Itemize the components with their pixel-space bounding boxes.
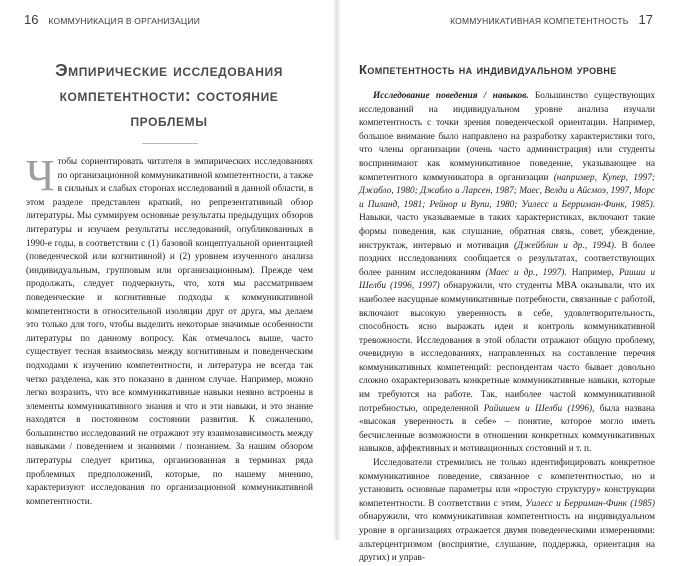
paragraph-structure-research: [359, 457, 655, 566]
title-divider: [142, 143, 198, 144]
right-page: [337, 0, 673, 564]
citation-3: (Маес и др., 1997): [485, 267, 565, 278]
chapter-title: Эмпирические исследования компетентности: состояние проблемы: [55, 60, 283, 130]
p1-text-5: обнаружили, что студенты MBA оказывали, что их наиболее насущные коммуникативные потребности, связанные с работой, включают высокую уверенность в себе, удовлетворительность, способность ясно выражать идеи и контроль коммуникативной тревожности. Исследования в этой области отражают общую проблему, очевидную в исследованиях, направленных на составление перечня коммуникативных компетенций: респондентам часто бывает довольно сложно охарактеризовать конкретные коммуникативные навыки, которые им требуются на работе. Так, наиболее частой коммуникативной потребностью, определенной: [359, 281, 655, 414]
section-text: [359, 90, 655, 566]
citation-2: (Джейблин и др., 1994): [514, 240, 614, 251]
p2-text-1: Исследователи стремились не только идентифицировать конкретное коммуникативное поведение, связанное с компетентностью, но и установить основные параметры или «простую структуру» конструкции компетентности. В соответствии с этим,: [359, 458, 655, 509]
p1-text-6: , была названа «высокая уверенность в себе» – понятие, которое могло иметь бесчисленные возможности в отношении конкретных коммуникативных навыков, аффективных и мотивационных состояний и т. п.: [359, 403, 656, 455]
p1-text-2: . Навыки, часто указываемые в таких характеристиках, включают такие формы поведения, как слушание, обратная связь, совет, убеждение, инструктаж, интервью и мотивация: [359, 199, 655, 251]
left-page-number: 16: [24, 12, 39, 27]
left-running-head: [24, 12, 200, 27]
left-page: [0, 0, 336, 540]
section-title: Компетентность на индивидуальном уровне: [359, 62, 617, 77]
drop-cap: Ч: [26, 151, 55, 200]
p1-text-3: . В более поздних исследованиях сообщается о результатах, соответствующих более ранним исследованиям: [359, 240, 655, 278]
right-running-title: КОММУНИКАТИВНАЯ КОМПЕТЕНТНОСТЬ: [450, 16, 629, 26]
paragraph-behavior-research: [359, 90, 655, 457]
right-running-head: [450, 12, 653, 27]
intro-body: тобы сориентировать читателя в эмпирических исследованиях по организационной коммуникативной компетентности, а также в сильных и слабых сторонах исследований в данной области, в этом разделе представлен краткий, но репрезентативный обзор литературы. Мы суммируем основные результаты предыдущих обзоров литературы и изучаем результаты исследований, опубликованных в 1990-е годы, в соответствии с (1) базовой концептуальной ориентацией (поведенческой или когнитивной) и (2) уровнем изученного анализа (индивидуальным, групповым или организационным). Прежде чем продолжать, следует подчеркнуть, что, хотя мы рассматриваем поведенческие и когнитивные подходы к коммуникативной компетентности в относительной изоляции друг от друга, мы делаем это только для того, чтобы выделить некоторые значимые особенности литературы по данному вопросу. Как отмечалось выше, часто существует тесная взаимосвязь между когнитивным и поведенческим подходами к изучению компетентности, и литература не всегда так четко разделена, как это показано в данном случае. Например, можно легко возразить, что все коммуникативные навыки неявно встроены в элементы коммуникативного знания и что и эти навыки, и это знание находятся в постоянном состоянии развития. К сожалению, большинство исследований не отражают эту взаимозависимость между навыками / поведением и знаниями / познанием. За нашим обзором литературы следует критика, организованная в терминах ряда проблемных предположений, которые, по нашему мнению, характеризуют исследования по организационной коммуникативной компетентности.: [26, 157, 313, 507]
p1-text-1: Большинство существующих исследований на индивидуальном уровне анализа изучали компетентность с точки зрения поведенческой ориентации. Например, большое внимание было направлено на разработку характеристики того, что члены организации (очень часто администрация) или студенты воспринимают как коммуникативное поведение, указывающее на компетентного коммуникатора в организации: [359, 91, 655, 183]
citation-1: (например, Купер, 1997; Джабло, 1980; Джабло и Ларсен, 1987; Маес, Велди и Айсмоэ, 1997, Морс и Пиланд, 1981; Рейнор и Вупи, 1980; Уилесс и Берриман-Финк, 1985): [359, 172, 656, 210]
citation-5: Райишем и Шелби (1996): [483, 403, 593, 414]
intro-text: [26, 151, 313, 509]
intro-paragraph: [26, 151, 313, 509]
p1-text-4: . Например,: [564, 267, 620, 278]
right-page-number: 17: [638, 12, 653, 27]
runin-heading: Исследование поведения / навыков.: [373, 91, 529, 101]
left-running-title: КОММУНИКАЦИЯ В ОРГАНИЗАЦИИ: [48, 16, 201, 26]
citation-6: Уилесс и Берриман-Финк (1985): [525, 498, 655, 509]
citation-4: Раиши и Шелби (1996, 1997): [359, 267, 655, 292]
p2-text-2: обнаружили, что коммуникативная компетентность на индивидуальном уровне в организациях отражается двумя поведенческими измерениями: альтерцентризмом (восприятие, слушание, поддержка, ориентация на других) и управ-: [359, 512, 655, 564]
